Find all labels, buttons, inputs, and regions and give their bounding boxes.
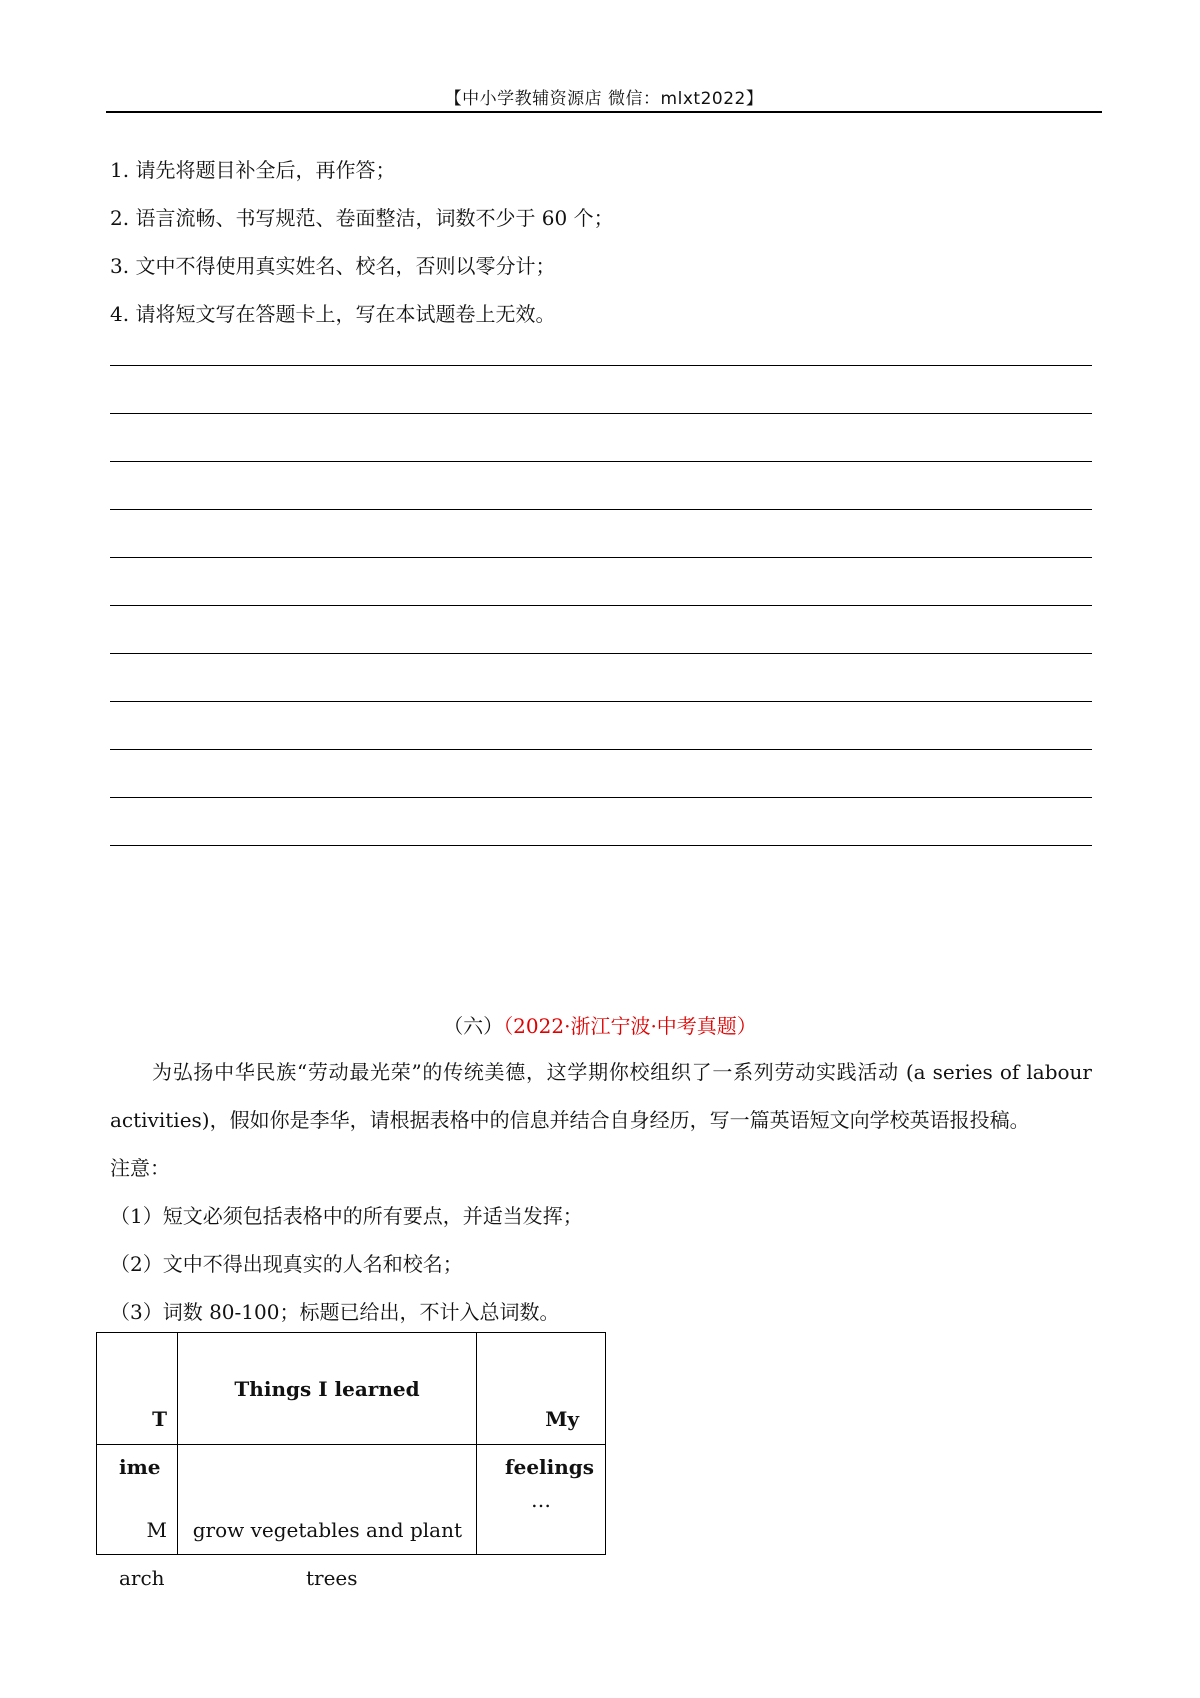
header-feelings [477,1333,606,1479]
header-feelings-part1: My [545,1406,579,1431]
cell-things [178,1445,477,1590]
requirement-4: 4. 请将短文写在答题卡上，写在本试题卷上无效。 [110,302,556,326]
answer-line [110,605,1092,606]
header-feelings-part2: feelings [505,1454,595,1479]
answer-line [110,557,1092,558]
cell-things-part1: grow vegetables and plant [192,1517,462,1542]
requirement-2: 2. 语言流畅、书写规范、卷面整洁，词数不少于 60 个； [110,206,614,230]
requirement-3: 3. 文中不得使用真实姓名、校名，否则以零分计； [110,254,556,278]
note-2: （2）文中不得出现真实的人名和校名； [110,1252,463,1276]
header-rule [106,111,1102,113]
table-header-row [97,1333,606,1445]
header-time-part2: ime [119,1454,161,1479]
cell-things-part2: trees [306,1565,358,1590]
section-number: （六） [443,1014,504,1038]
answer-line [110,365,1092,366]
answer-line [110,461,1092,462]
section-source: （2022·浙江宁波·中考真题） [503,1014,757,1038]
note-label: 注意： [110,1156,170,1180]
cell-month-part1: M [146,1517,167,1542]
cell-month-part2: arch [119,1565,165,1590]
answer-line [110,509,1092,510]
note-3: （3）词数 80-100；标题已给出，不计入总词数。 [110,1300,560,1324]
intro-line-2: activities)，假如你是李华，请根据表格中的信息并结合自身经历，写一篇英语短文向学校英语报投稿。 [110,1108,1030,1132]
answer-line [110,413,1092,414]
requirement-1: 1. 请先将题目补全后，再作答； [110,158,396,182]
header-things-learned: Things I learned [178,1333,477,1445]
intro-line-1: 为弘扬中华民族“劳动最光荣”的传统美德，这学期你校组织了一系列劳动实践活动 (a series of labour [152,1060,1092,1084]
page-header: 【中小学教辅资源店 微信：mlxt2022】 [444,89,764,109]
answer-line [110,653,1092,654]
note-1: （1）短文必须包括表格中的所有要点，并适当发挥； [110,1204,583,1228]
answer-line [110,797,1092,798]
header-time [97,1333,178,1479]
activity-table [96,1332,606,1590]
answer-line [110,845,1092,846]
answer-line [110,749,1092,750]
header-time-part1: T [152,1406,167,1431]
cell-feelings: … [477,1445,606,1555]
section-title [0,1010,1200,1039]
answer-line [110,701,1092,702]
